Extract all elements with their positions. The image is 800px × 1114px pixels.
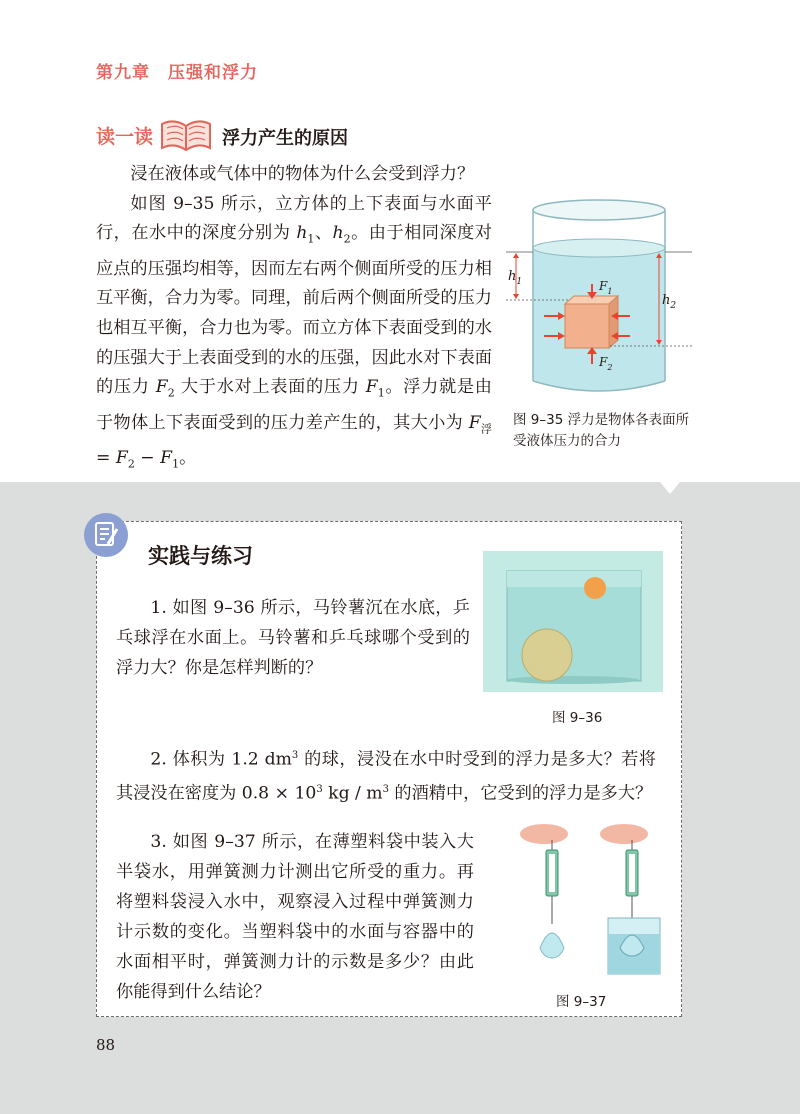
formula-f: F [468,412,481,433]
practice-title: 实践与练习 [148,544,253,568]
label-h1: h [508,269,517,284]
chapter-header: 第九章 压强和浮力 [96,63,258,83]
label-f1: F [599,279,608,293]
label-f2: F [599,355,608,369]
figure-9-36-caption: 图 9–36 [552,710,603,726]
symbol-h1: h [296,223,308,244]
figure-9-35 [504,196,694,406]
label-h2: h [662,293,671,308]
reading-question: 浸在液体或气体中的物体为什么会受到浮力？ [130,164,475,184]
text-run: 的球，浸没在水中时受到的浮力是多大？若将其浸没在密度为 0.8 × 10 [116,749,656,804]
subscript: 浮 [480,421,493,435]
subscript: 1 [172,457,180,471]
section-notch [660,482,680,494]
reading-title: 浮力产生的原因 [222,128,348,149]
label-f2-sub: 2 [607,363,613,372]
subscript: 2 [167,386,175,400]
subscript: 2 [127,457,135,471]
question-1-text: 1. 如图 9–36 所示，马铃薯沉在水底，乒乓球浮在水面上。马铃薯和乒乓球哪个受到的浮力大？你是怎样判断的？ [116,598,470,678]
text-run: kg / m [322,783,383,804]
question-3-text: 3. 如图 9–37 所示，在薄塑料袋中装入大半袋水，用弹簧测力计测出它所受的重力。再将塑料袋浸入水中，观察浸入过程中弹簧测力计示数的变化。当塑料袋中的水面与容器中的水面相平时，弹簧测力计的示数是多少？由此你能得到什么结论？ [116,832,474,1002]
text-run: 如图 9–35 所示，立方体的上下表面与水面平行，在水中的深度分别为 [96,193,492,244]
text-run: 。 [179,447,197,468]
question-2 [116,741,656,808]
text-run: 。浮力就是由于物体上下表面受到的压力差产生的，其大小为 [96,377,492,433]
text-run: 大于水对上表面的压力 [174,377,366,398]
page-number: 88 [96,1036,116,1054]
reading-body [96,160,492,479]
figure-9-36 [483,551,663,692]
text-run: 、 [314,223,333,244]
superscript: 3 [316,783,323,795]
question-1 [116,593,470,683]
svg-text:h1 [508,269,522,287]
figure-9-37 [508,822,668,984]
subscript: 1 [307,232,315,246]
text-run: 。由于相同深度对应点的压强均相等，因而左右两个侧面所受的压力相互平衡，合力为零。同理，前后两个侧面所受的压力也相互平衡，合力也为零。而立方体下表面受到的水的压强大于上表面受到的水的压强，因此水对下表面的压力 [96,223,492,398]
figure-9-37-caption: 图 9–37 [556,994,607,1010]
open-book-icon [158,114,214,154]
text-run: 的酒精中，它受到的浮力是多大？ [388,783,653,804]
notepad-pencil-icon [84,513,128,557]
symbol-h2: h [332,223,344,244]
reading-paragraph [96,190,492,479]
label-h2-sub: 2 [670,301,677,311]
question-3 [116,827,474,1007]
text-run: 2. 体积为 1.2 dm [150,749,292,770]
label-h1-sub: 1 [516,277,523,287]
label-f1-sub: 1 [607,287,613,296]
formula-f1: F [160,447,173,468]
subscript: 1 [377,386,385,400]
superscript: 3 [382,783,389,795]
practice-icon [84,513,128,557]
reading-tag: 读一读 [96,126,154,148]
figure-9-35-caption: 图 9–35 浮力是物体各表面所受液体压力的合力 [513,412,690,449]
symbol-f1: F [365,377,378,398]
text-run: − [134,447,161,468]
subscript: 2 [343,232,351,246]
symbol-f2: F [155,377,168,398]
text-run: = [96,447,116,468]
superscript: 3 [291,750,299,761]
formula-f2: F [115,447,128,468]
